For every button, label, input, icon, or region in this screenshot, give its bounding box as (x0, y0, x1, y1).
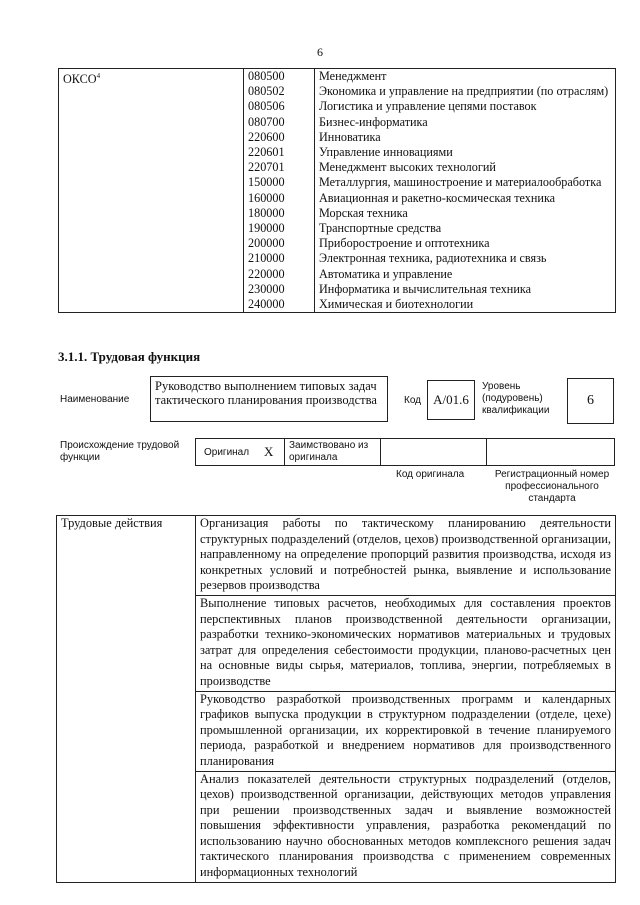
okso-code: 150000 (244, 175, 315, 190)
labor-action-text: Организация работы по тактическому планированию деятельности структурных подразделений (отделов, цехов) производственной организации, направленному на определение пропорций развития производства, исходя из конкретных условий и потребностей рынка, выявление и использование резервов производства (196, 516, 616, 596)
okso-code: 220701 (244, 160, 315, 175)
okso-label: ОКСО$^4$ (59, 69, 244, 313)
reg-number-cell (486, 438, 615, 466)
labor-action-row (57, 516, 616, 596)
okso-name: Информатика и вычислительная техника (315, 282, 616, 297)
original-cell (195, 438, 285, 466)
page-number: 6 (317, 45, 323, 59)
function-name-box: Руководство выполнением типовых задач тактического планирования производства (150, 376, 388, 422)
okso-code: 080500 (244, 69, 315, 85)
okso-code: 190000 (244, 221, 315, 236)
okso-name: Приборостроение и оптотехника (315, 236, 616, 251)
labor-action-text: Анализ показателей деятельности структурных подразделений (отделов, цехов) производственной организации, действующих методов управления при решении производственных задач и выявление возможностей повышения эффективности управления, разработка рекомендаций по использованию научно обоснованных методов комплексного решения задач тактического планирования производства с применением современных информационных технологий (196, 771, 616, 882)
okso-name: Химическая и биотехнологии (315, 297, 616, 313)
qualification-level-box: 6 (567, 378, 614, 424)
reg-number-label: Регистрационный номер профессионального стандарта (494, 469, 610, 504)
okso-code: 220601 (244, 145, 315, 160)
okso-name: Электронная техника, радиотехника и связь (315, 251, 616, 266)
okso-code: 240000 (244, 297, 315, 313)
labor-action-text: Выполнение типовых расчетов, необходимых для составления проектов перспективных планов производственной деятельности организации, разработки технико-экономических нормативов материальных и трудовых затрат для определения себестоимости продукции, планово-расчетных цен на основные виды сырья, материалов, топлива, энергии, потребляемых в производстве (196, 595, 616, 691)
okso-name: Бизнес-информатика (315, 115, 616, 130)
okso-name: Авиационная и ракетно-космическая техника (315, 191, 616, 206)
okso-name: Экономика и управление на предприятии (по отраслям) (315, 84, 616, 99)
okso-name: Металлургия, машиностроение и материалообработка (315, 175, 616, 190)
okso-name: Менеджмент высоких технологий (315, 160, 616, 175)
original-label: Оригинал (204, 447, 250, 458)
level-label: Уровень (подуровень) квалификации (482, 381, 550, 416)
okso-name: Управление инновациями (315, 145, 616, 160)
origin-label: Происхождение трудовой функции (60, 440, 180, 463)
code-original-label: Код оригинала (396, 469, 465, 480)
okso-code: 230000 (244, 282, 315, 297)
okso-code: 200000 (244, 236, 315, 251)
okso-name: Морская техника (315, 206, 616, 221)
okso-row (59, 69, 616, 85)
okso-name: Менеджмент (315, 69, 616, 85)
okso-code: 080700 (244, 115, 315, 130)
okso-code: 160000 (244, 191, 315, 206)
okso-code: 220600 (244, 130, 315, 145)
okso-code: 080502 (244, 84, 315, 99)
code-original-cell (380, 438, 487, 466)
okso-code: 220000 (244, 267, 315, 282)
borrowed-cell (284, 438, 381, 466)
okso-name: Транспортные средства (315, 221, 616, 236)
okso-code: 180000 (244, 206, 315, 221)
borrowed-label: Заимствовано из оригинала (289, 440, 369, 463)
origin-row (195, 438, 615, 466)
original-mark: X (264, 444, 274, 459)
code-label: Код (404, 395, 422, 406)
okso-name: Инноватика (315, 130, 616, 145)
section-title: 3.1.1. Трудовая функция (58, 349, 201, 364)
okso-code: 080506 (244, 99, 315, 114)
name-label: Наименование (60, 394, 130, 405)
labor-actions-table (56, 515, 616, 883)
okso-table (58, 68, 616, 313)
okso-name: Логистика и управление цепями поставок (315, 99, 616, 114)
labor-action-text: Руководство разработкой производственных программ и календарных графиков выпуска продукции в структурном подразделении (отделе, цехе) промышленной организации, их корректировкой в течение планируемого периода, разработкой и внедрением нормативов для производственного планирования (196, 691, 616, 771)
okso-footnote: 4 (96, 72, 101, 80)
labor-actions-header: Трудовые действия (57, 516, 196, 883)
function-code-box: A/01.6 (427, 380, 475, 420)
okso-name: Автоматика и управление (315, 267, 616, 282)
okso-code: 210000 (244, 251, 315, 266)
